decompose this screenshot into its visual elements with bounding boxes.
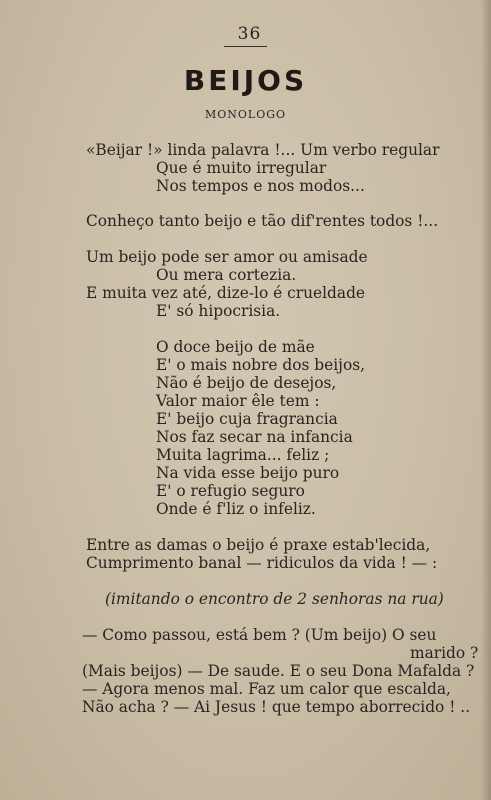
poem-line: Um beijo pode ser amor ou amisade bbox=[86, 248, 368, 266]
poem-line: Na vida esse beijo puro bbox=[156, 464, 340, 482]
poem-line: E' beijo cuja fragrancia bbox=[156, 410, 338, 428]
page-number: 36 bbox=[0, 24, 491, 47]
poem-line: — Agora menos mal. Faz um calor que escalda, bbox=[82, 680, 451, 698]
poem-line: «Beijar !» linda palavra !... Um verbo regular bbox=[86, 141, 440, 159]
poem-line: Que é muito irregular bbox=[156, 159, 327, 177]
poem-line: marido ? bbox=[410, 644, 479, 662]
poem-line: Entre as damas o beijo é praxe estab'lecida, bbox=[86, 536, 431, 554]
poem-line: Nos faz secar na infancia bbox=[156, 428, 353, 446]
poem-line: Não acha ? — Ai Jesus ! que tempo aborrecido ! .. bbox=[82, 698, 471, 716]
poem-line: Valor maior êle tem : bbox=[156, 392, 320, 410]
poem-line: — Como passou, está bem ? (Um beijo) O seu bbox=[82, 626, 437, 644]
poem-line: E muita vez até, dize-lo é crueldade bbox=[86, 284, 366, 302]
poem-subtitle: MONOLOGO bbox=[204, 108, 287, 121]
poem-line: Conheço tanto beijo e tão dif'rentes todos !... bbox=[86, 212, 439, 230]
poem-line: E' só hipocrisia. bbox=[156, 302, 281, 320]
poem-line: E' o refugio seguro bbox=[156, 482, 305, 500]
poem-line: Cumprimento banal — ridiculos da vida ! — : bbox=[86, 554, 438, 572]
poem-line: O doce beijo de mãe bbox=[156, 338, 315, 356]
poem-line: E' o mais nobre dos beijos, bbox=[156, 356, 366, 374]
stage-direction: (imitando o encontro de 2 senhoras na rua) bbox=[105, 590, 444, 608]
poem-line: Não é beijo de desejos, bbox=[156, 374, 337, 392]
poem-title: BEIJOS bbox=[183, 64, 308, 97]
poem-line: Muita lagrima... feliz ; bbox=[156, 446, 330, 464]
poem-line: Nos tempos e nos modos... bbox=[156, 177, 365, 195]
poem-line: Ou mera cortezia. bbox=[156, 266, 297, 284]
poem-line: Onde é f'liz o infeliz. bbox=[156, 500, 316, 518]
poem-line: (Mais beijos) — De saude. E o seu Dona Mafalda ? bbox=[82, 662, 475, 680]
